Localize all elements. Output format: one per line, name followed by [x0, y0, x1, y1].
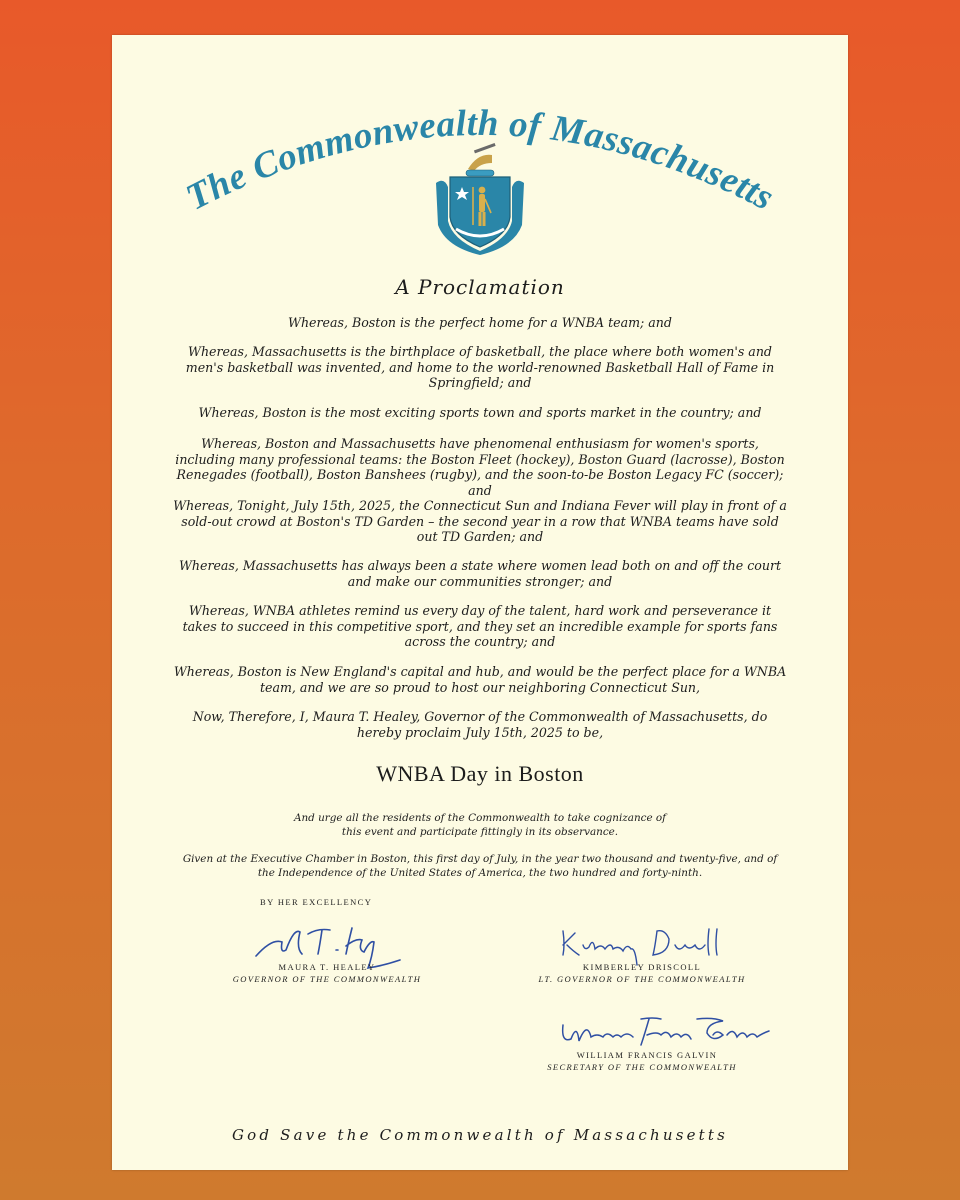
- paragraph-1: Whereas, Boston is the perfect home for a WNBA team; and: [288, 315, 672, 330]
- by-line: BY HER EXCELLENCY: [260, 897, 373, 907]
- governor-title: GOVERNOR OF THE COMMONWEALTH: [232, 974, 422, 984]
- secretary-title: SECRETARY OF THE COMMONWEALTH: [547, 1062, 737, 1072]
- governor-name: MAURA T. HEALEY: [278, 962, 376, 972]
- proclamation-document: [112, 35, 848, 1170]
- paragraph-4: Whereas, Boston and Massachusetts have phenomenal enthusiasm for women's sports, including many professional teams: the Boston Fleet (hockey), Boston Guard (lacrosse), Boston Renegades (football), Boston Banshees (rugby), and the soon-to-be Boston Legacy FC (soccer); and: [175, 436, 785, 498]
- urge-text: And urge all the residents of the Commonwealth to take cognizance of this event and participate fittingly in its observance.: [293, 812, 667, 838]
- paragraph-8: Whereas, Boston is New England's capital and hub, and would be the perfect place for a WNBA team, and we are so proud to host our neighboring Connecticut Sun,: [173, 664, 787, 695]
- lt-governor-name: KIMBERLEY DRISCOLL: [582, 962, 702, 972]
- footer-motto: God Save the Commonwealth of Massachusetts: [231, 1126, 729, 1144]
- state-seal-icon: [434, 143, 526, 255]
- proclaimed-day: WNBA Day in Boston: [376, 761, 584, 786]
- paragraph-3: Whereas, Boston is the most exciting sports town and sports market in the country; and: [198, 405, 762, 420]
- paragraph-6: Whereas, Massachusetts has always been a state where women lead both on and off the court and make our communities stronger; and: [178, 558, 782, 589]
- paragraph-2: Whereas, Massachusetts is the birthplace of basketball, the place where both women's and men's basketball was invented, and home to the world-renowned Basketball Hall of Fame in Springfield; and: [185, 344, 775, 390]
- lt-governor-title: LT. GOVERNOR OF THE COMMONWEALTH: [538, 974, 746, 984]
- paragraph-9: Now, Therefore, I, Maura T. Healey, Governor of the Commonwealth of Massachusetts, do hereby proclaim July 15th, 2025 to be,: [192, 709, 768, 740]
- secretary-signature: [557, 1013, 772, 1053]
- secretary-name: WILLIAM FRANCIS GALVIN: [576, 1050, 718, 1060]
- paragraph-7: Whereas, WNBA athletes remind us every day of the talent, hard work and perseverance it takes to succeed in this competitive sport, and they set an incredible example for sports fans across the country; and: [182, 603, 778, 649]
- header-title: The Commonwealth of Massachusetts: [179, 102, 781, 219]
- paragraph-5: Whereas, Tonight, July 15th, 2025, the Connecticut Sun and Indiana Fever will play in front of a sold-out crowd at Boston's TD Garden – the second year in a row that WNBA teams have sold out TD Garden; and: [173, 498, 787, 544]
- given-text: Given at the Executive Chamber in Boston, this first day of July, in the year two thousand and twenty-five, and of the Independence of the United States of America, the two hundred and forty-ninth.: [182, 853, 778, 879]
- proclamation-heading: A Proclamation: [395, 275, 565, 299]
